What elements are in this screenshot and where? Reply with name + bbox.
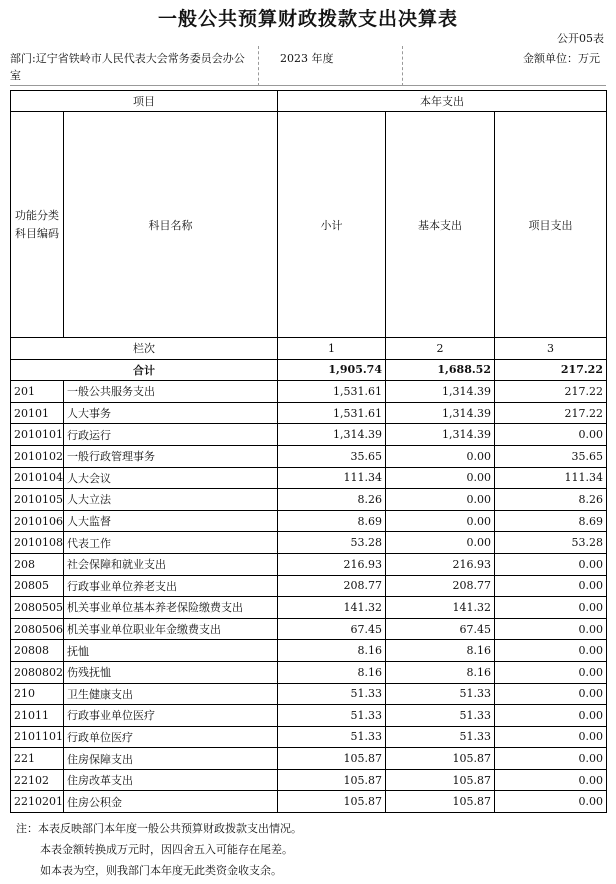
meta-divider	[402, 46, 403, 86]
row-basic: 0.00	[386, 510, 495, 532]
table-row	[11, 640, 607, 662]
row-code: 2010104	[11, 467, 64, 489]
row-name: 抚恤	[64, 640, 278, 662]
table-row	[11, 381, 607, 403]
row-name: 行政运行	[64, 424, 278, 446]
row-subtotal: 67.45	[278, 618, 386, 640]
department-label: 部门:辽宁省铁岭市人民代表大会常务委员会办公室	[10, 52, 245, 82]
header-project: 项目	[11, 91, 278, 112]
table-row	[11, 445, 607, 467]
row-code: 2101101	[11, 726, 64, 748]
row-project: 0.00	[495, 748, 607, 770]
row-subtotal: 1,531.61	[278, 402, 386, 424]
report-title: 一般公共预算财政拨款支出决算表	[157, 8, 458, 30]
row-subtotal: 8.16	[278, 640, 386, 662]
header-subject-name: 科目名称	[64, 112, 278, 338]
row-basic: 216.93	[386, 553, 495, 575]
header-current-year: 本年支出	[278, 91, 607, 112]
row-subtotal: 1,531.61	[278, 381, 386, 403]
header-code: 功能分类科目编码	[11, 112, 64, 338]
row-project: 8.69	[495, 510, 607, 532]
row-name: 机关事业单位基本养老保险缴费支出	[64, 597, 278, 619]
row-subtotal: 51.33	[278, 726, 386, 748]
header-row-2	[11, 112, 607, 338]
total-project: 217.22	[495, 359, 607, 381]
row-basic: 1,314.39	[386, 381, 495, 403]
report-meta	[10, 46, 606, 86]
row-basic: 0.00	[386, 445, 495, 467]
row-name: 人大监督	[64, 510, 278, 532]
total-basic: 1,688.52	[386, 359, 495, 381]
table-row	[11, 683, 607, 705]
expenditure-table	[10, 90, 607, 813]
row-basic: 67.45	[386, 618, 495, 640]
header-subtotal: 小计	[278, 112, 386, 338]
table-row	[11, 532, 607, 554]
row-basic: 0.00	[386, 532, 495, 554]
row-name: 行政事业单位医疗	[64, 705, 278, 727]
table-row	[11, 553, 607, 575]
notes	[16, 818, 302, 881]
row-project: 53.28	[495, 532, 607, 554]
row-basic: 141.32	[386, 597, 495, 619]
table-row	[11, 661, 607, 683]
row-basic: 1,314.39	[386, 424, 495, 446]
column-number-row	[11, 338, 607, 360]
row-basic: 1,314.39	[386, 402, 495, 424]
row-project: 35.65	[495, 445, 607, 467]
row-name: 行政事业单位养老支出	[64, 575, 278, 597]
row-project: 217.22	[495, 381, 607, 403]
year-label: 2023 年度	[280, 52, 334, 65]
row-name: 卫生健康支出	[64, 683, 278, 705]
row-code: 20808	[11, 640, 64, 662]
row-code: 221	[11, 748, 64, 770]
row-basic: 8.16	[386, 640, 495, 662]
row-code: 2080802	[11, 661, 64, 683]
row-code: 2010102	[11, 445, 64, 467]
unit-label: 金额单位：万元	[523, 52, 600, 65]
row-subtotal: 105.87	[278, 769, 386, 791]
row-subtotal: 105.87	[278, 791, 386, 813]
table-row	[11, 791, 607, 813]
row-basic: 105.87	[386, 791, 495, 813]
row-code: 2080506	[11, 618, 64, 640]
table-row	[11, 705, 607, 727]
row-name: 人大会议	[64, 467, 278, 489]
row-subtotal: 53.28	[278, 532, 386, 554]
table-row	[11, 748, 607, 770]
header-row-1	[11, 91, 607, 112]
row-basic: 0.00	[386, 467, 495, 489]
row-subtotal: 216.93	[278, 553, 386, 575]
row-code: 22102	[11, 769, 64, 791]
form-number: 公开05表	[557, 32, 604, 45]
row-name: 伤残抚恤	[64, 661, 278, 683]
table-row	[11, 726, 607, 748]
table-row	[11, 597, 607, 619]
row-project: 0.00	[495, 424, 607, 446]
row-subtotal: 8.69	[278, 510, 386, 532]
row-project: 0.00	[495, 661, 607, 683]
column-number: 2	[386, 338, 495, 360]
row-basic: 51.33	[386, 705, 495, 727]
row-code: 2010106	[11, 510, 64, 532]
table-row	[11, 510, 607, 532]
row-name: 行政单位医疗	[64, 726, 278, 748]
row-subtotal: 208.77	[278, 575, 386, 597]
row-name: 人大立法	[64, 489, 278, 511]
row-subtotal: 141.32	[278, 597, 386, 619]
row-basic: 51.33	[386, 726, 495, 748]
row-code: 2010108	[11, 532, 64, 554]
row-project: 0.00	[495, 705, 607, 727]
row-code: 2010105	[11, 489, 64, 511]
row-name: 一般公共服务支出	[64, 381, 278, 403]
row-code: 20805	[11, 575, 64, 597]
row-project: 0.00	[495, 575, 607, 597]
row-code: 208	[11, 553, 64, 575]
table-row	[11, 769, 607, 791]
row-basic: 0.00	[386, 489, 495, 511]
row-name: 代表工作	[64, 532, 278, 554]
row-subtotal: 51.33	[278, 683, 386, 705]
meta-divider	[258, 46, 259, 86]
row-basic: 208.77	[386, 575, 495, 597]
row-basic: 105.87	[386, 769, 495, 791]
row-code: 21011	[11, 705, 64, 727]
row-name: 住房保障支出	[64, 748, 278, 770]
header-basic: 基本支出	[386, 112, 495, 338]
row-code: 20101	[11, 402, 64, 424]
row-name: 人大事务	[64, 402, 278, 424]
row-name: 社会保障和就业支出	[64, 553, 278, 575]
row-project: 0.00	[495, 640, 607, 662]
row-code: 210	[11, 683, 64, 705]
meta-bottom-line	[10, 85, 606, 86]
row-subtotal: 1,314.39	[278, 424, 386, 446]
row-basic: 51.33	[386, 683, 495, 705]
row-code: 2080505	[11, 597, 64, 619]
row-subtotal: 51.33	[278, 705, 386, 727]
row-code: 2210201	[11, 791, 64, 813]
total-label: 合计	[11, 359, 278, 381]
row-subtotal: 35.65	[278, 445, 386, 467]
table-row	[11, 402, 607, 424]
row-name: 住房公积金	[64, 791, 278, 813]
header-project-exp: 项目支出	[495, 112, 607, 338]
row-project: 0.00	[495, 618, 607, 640]
total-row	[11, 359, 607, 381]
row-code: 201	[11, 381, 64, 403]
total-subtotal: 1,905.74	[278, 359, 386, 381]
column-number: 3	[495, 338, 607, 360]
row-project: 0.00	[495, 683, 607, 705]
column-label: 栏次	[11, 338, 278, 360]
table-row	[11, 489, 607, 511]
note-line: 如本表为空，则我部门本年度无此类资金收支余。	[40, 864, 282, 877]
row-project: 217.22	[495, 402, 607, 424]
row-basic: 8.16	[386, 661, 495, 683]
note-line: 注：本表反映部门本年度一般公共预算财政拨款支出情况。	[16, 822, 302, 835]
row-project: 0.00	[495, 726, 607, 748]
row-subtotal: 8.26	[278, 489, 386, 511]
row-name: 机关事业单位职业年金缴费支出	[64, 618, 278, 640]
table-row	[11, 575, 607, 597]
row-subtotal: 111.34	[278, 467, 386, 489]
table-row	[11, 424, 607, 446]
row-project: 0.00	[495, 791, 607, 813]
table-row	[11, 618, 607, 640]
row-project: 8.26	[495, 489, 607, 511]
row-project: 0.00	[495, 553, 607, 575]
row-name: 住房改革支出	[64, 769, 278, 791]
row-code: 2010101	[11, 424, 64, 446]
row-project: 0.00	[495, 769, 607, 791]
table-row	[11, 467, 607, 489]
row-project: 111.34	[495, 467, 607, 489]
row-name: 一般行政管理事务	[64, 445, 278, 467]
row-project: 0.00	[495, 597, 607, 619]
row-subtotal: 8.16	[278, 661, 386, 683]
row-subtotal: 105.87	[278, 748, 386, 770]
column-number: 1	[278, 338, 386, 360]
row-basic: 105.87	[386, 748, 495, 770]
note-line: 本表金额转换成万元时，因四舍五入可能存在尾差。	[40, 843, 293, 856]
